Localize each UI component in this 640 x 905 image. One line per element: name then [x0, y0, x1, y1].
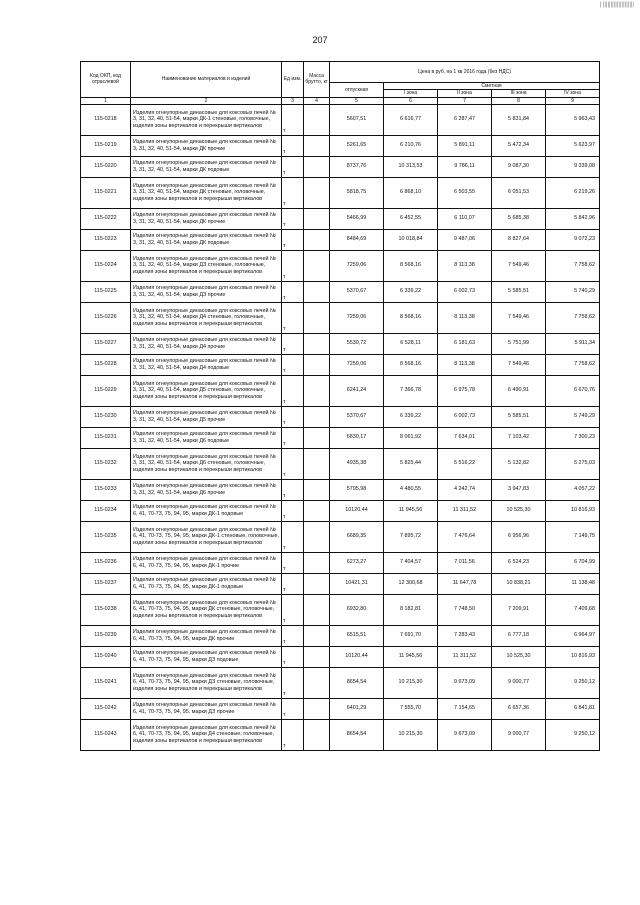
zone-4-price: 5 740,29: [546, 281, 600, 302]
gross-mass: [304, 354, 330, 375]
table-row: [81, 177, 600, 208]
release-price: 5370,67: [330, 406, 384, 427]
zone-1-price: 4 480,55: [384, 479, 438, 500]
zone-1-price: 6 616,77: [384, 104, 438, 135]
table-row: [81, 333, 600, 354]
zone-3-price: 5 831,84: [492, 104, 546, 135]
zone-1-price: 10 215,30: [384, 667, 438, 698]
zone-4-price: 7 409,68: [546, 594, 600, 625]
column-number: 6: [384, 97, 438, 104]
gross-mass: [304, 479, 330, 500]
zone-3-price: 9 087,30: [492, 156, 546, 177]
zone-3-price: 6 490,91: [492, 375, 546, 406]
product-code: 115-0229: [81, 375, 131, 406]
zone-3-price: 10 525,30: [492, 646, 546, 667]
product-name: Изделия огнеупорные динасовые для коксовых печей № 3, 31, 32, 40, 51-54, марки Д5 прочие: [131, 406, 282, 427]
gross-mass: [304, 573, 330, 594]
product-name: Изделия огнеупорные динасовые для коксовых печей № 3, 31, 32, 40, 51-54, марки ДК стеновые, головочные, изделия зоны вертикалов и перекрыши вертикалов: [131, 177, 282, 208]
release-price: 4935,38: [330, 448, 384, 479]
zone-2-price: 7 011,56: [438, 552, 492, 573]
product-code: 115-0240: [81, 646, 131, 667]
zone-3-price: 6 524,23: [492, 552, 546, 573]
gross-mass: [304, 427, 330, 448]
zone-3-price: 9 000,77: [492, 667, 546, 698]
product-code: 115-0238: [81, 594, 131, 625]
zone-4-price: 5 623,97: [546, 135, 600, 156]
release-price: 8484,69: [330, 229, 384, 250]
zone-3-price: 9 000,77: [492, 719, 546, 750]
gross-mass: [304, 177, 330, 208]
page-number: 207: [312, 35, 328, 45]
column-number: 3: [282, 97, 304, 104]
zone-4-price: 9 250,12: [546, 667, 600, 698]
unit-of-measure: т: [282, 104, 304, 135]
table-row: [81, 354, 600, 375]
product-code: 115-0219: [81, 135, 131, 156]
zone-4-price: 6 219,26: [546, 177, 600, 208]
column-number-row: [81, 97, 600, 104]
zone-2-price: 6 287,47: [438, 104, 492, 135]
gross-mass: [304, 594, 330, 625]
unit-of-measure: т: [282, 427, 304, 448]
zone-2-price: 9 487,06: [438, 229, 492, 250]
zone-2-price: 6 110,07: [438, 208, 492, 229]
release-price: 7259,06: [330, 302, 384, 333]
unit-of-measure: т: [282, 177, 304, 208]
zone-3-price: 5 585,51: [492, 281, 546, 302]
product-code: 115-0231: [81, 427, 131, 448]
product-code: 115-0236: [81, 552, 131, 573]
product-code: 115-0242: [81, 698, 131, 719]
zone-1-price: 8 182,81: [384, 594, 438, 625]
table-row: [81, 521, 600, 552]
unit-of-measure: т: [282, 406, 304, 427]
release-price: 5818,75: [330, 177, 384, 208]
zone-4-price: 5 275,03: [546, 448, 600, 479]
table-row: [81, 500, 600, 521]
zone-3-price: 6 956,96: [492, 521, 546, 552]
zone-3-price: 7 549,46: [492, 302, 546, 333]
release-price: 5261,65: [330, 135, 384, 156]
table-row: [81, 427, 600, 448]
zone-3-price: 5 685,38: [492, 208, 546, 229]
product-code: 115-0232: [81, 448, 131, 479]
zone-1-price: 10 215,30: [384, 719, 438, 750]
table-row: [81, 375, 600, 406]
release-price: 5607,51: [330, 104, 384, 135]
gross-mass: [304, 208, 330, 229]
zone-4-price: 5 749,29: [546, 406, 600, 427]
gross-mass: [304, 719, 330, 750]
zone-2-price: 7 634,01: [438, 427, 492, 448]
unit-of-measure: т: [282, 698, 304, 719]
zone-3-price: 3 947,83: [492, 479, 546, 500]
column-number: 9: [546, 97, 600, 104]
zone-3-price: 5 751,99: [492, 333, 546, 354]
product-name: Изделия огнеупорные динасовые для коксовых печей № 3, 31, 32, 40, 51-54, марки ДК прочие: [131, 135, 282, 156]
product-code: 115-0226: [81, 302, 131, 333]
gross-mass: [304, 156, 330, 177]
release-price: 6273,27: [330, 552, 384, 573]
column-number: 1: [81, 97, 131, 104]
product-code: 115-0230: [81, 406, 131, 427]
zone-1-price: 6 339,22: [384, 281, 438, 302]
gross-mass: [304, 646, 330, 667]
release-price: 5466,99: [330, 208, 384, 229]
table-row: [81, 573, 600, 594]
gross-mass: [304, 698, 330, 719]
product-name: Изделия огнеупорные динасовые для коксовых печей № 3, 31, 32, 40, 51-54, марки ДЗ стеновые, головочные, изделия зоны вертикалов и перекрыши вертикалов: [131, 250, 282, 281]
zone-2-price: 11 311,52: [438, 646, 492, 667]
unit-of-measure: т: [282, 250, 304, 281]
zone-4-price: 10 816,93: [546, 646, 600, 667]
column-number: 5: [330, 97, 384, 104]
unit-of-measure: т: [282, 479, 304, 500]
zone-1-price: 7 691,70: [384, 625, 438, 646]
release-price: 5795,98: [330, 479, 384, 500]
table-row: [81, 302, 600, 333]
product-name: Изделия огнеупорные динасовые для коксовых печей № 3, 31, 32, 40, 51-54, марки Д6 подовые: [131, 427, 282, 448]
zone-1-price: 6 452,55: [384, 208, 438, 229]
table-row: [81, 406, 600, 427]
zone-4-price: 6 670,76: [546, 375, 600, 406]
product-code: 115-0239: [81, 625, 131, 646]
zone-4-price: 7 758,62: [546, 302, 600, 333]
product-code: 115-0222: [81, 208, 131, 229]
header-zone-4: IV зона: [546, 90, 600, 97]
unit-of-measure: т: [282, 552, 304, 573]
product-name: Изделия огнеупорные динасовые для коксовых печей № 6, 41, 70-73, 75, 94, 95, марки ДК-1 подовые: [131, 573, 282, 594]
product-code: 115-0218: [81, 104, 131, 135]
product-name: Изделия огнеупорные динасовые для коксовых печей № 6, 41, 70-73, 75, 94, 95, марки ДК-1 стеновые, головочные, изделия зоны вертикалов и перекрыши вертикалов: [131, 521, 282, 552]
zone-3-price: 5 472,34: [492, 135, 546, 156]
product-code: 115-0224: [81, 250, 131, 281]
zone-2-price: 8 113,38: [438, 302, 492, 333]
table-row: [81, 156, 600, 177]
zone-2-price: 6 002,73: [438, 406, 492, 427]
zone-1-price: 10 313,53: [384, 156, 438, 177]
product-name: Изделия огнеупорные динасовые для коксовых печей № 3, 31, 32, 40, 51-54, марки ДК подовые: [131, 156, 282, 177]
zone-2-price: 9 673,09: [438, 667, 492, 698]
zone-3-price: 7 549,46: [492, 354, 546, 375]
gross-mass: [304, 625, 330, 646]
zone-2-price: 8 113,38: [438, 354, 492, 375]
zone-2-price: 11 311,52: [438, 500, 492, 521]
header-estimate: Сметная: [384, 83, 600, 90]
zone-4-price: 7 758,62: [546, 354, 600, 375]
table-row: [81, 250, 600, 281]
gross-mass: [304, 406, 330, 427]
product-code: 115-0235: [81, 521, 131, 552]
release-price: 8654,54: [330, 667, 384, 698]
product-name: Изделия огнеупорные динасовые для коксовых печей № 6, 41, 70-73, 75, 94, 95, марки ДК-1 прочие: [131, 552, 282, 573]
release-price: 6515,51: [330, 625, 384, 646]
product-name: Изделия огнеупорные динасовые для коксовых печей № 6, 41, 70-73, 75, 94, 95, марки ДЗ прочие: [131, 698, 282, 719]
product-code: 115-0227: [81, 333, 131, 354]
table-row: [81, 448, 600, 479]
product-name: Изделия огнеупорные динасовые для коксовых печей № 6, 41, 70-73, 75, 94, 95, марки ДЗ стеновые, головочные, изделия зоны вертикалов и перекрыши вертикалов: [131, 667, 282, 698]
zone-1-price: 7 555,70: [384, 698, 438, 719]
zone-4-price: 6 841,81: [546, 698, 600, 719]
zone-3-price: 5 585,51: [492, 406, 546, 427]
zone-1-price: 8 061,92: [384, 427, 438, 448]
product-name: Изделия огнеупорные динасовые для коксовых печей № 6, 41, 70-73, 75, 94, 95, марки ДК прочие: [131, 625, 282, 646]
product-code: 115-0234: [81, 500, 131, 521]
product-code: 115-0241: [81, 667, 131, 698]
table-row: [81, 646, 600, 667]
zone-2-price: 8 113,38: [438, 250, 492, 281]
product-name: Изделия огнеупорные динасовые для коксовых печей № 6, 41, 70-73, 75, 94, 95, марки ДК-1 подовые: [131, 500, 282, 521]
release-price: 10120,44: [330, 500, 384, 521]
release-price: 5530,72: [330, 333, 384, 354]
zone-3-price: 7 549,46: [492, 250, 546, 281]
barcode-mark: | ||||||||||||||||||||: [599, 2, 634, 8]
release-price: 7259,06: [330, 354, 384, 375]
table-row: [81, 229, 600, 250]
gross-mass: [304, 333, 330, 354]
release-price: 10421,31: [330, 573, 384, 594]
unit-of-measure: т: [282, 375, 304, 406]
zone-2-price: 5 516,22: [438, 448, 492, 479]
zone-1-price: 11 945,56: [384, 646, 438, 667]
zone-1-price: 6 210,76: [384, 135, 438, 156]
zone-1-price: 8 568,16: [384, 250, 438, 281]
product-name: Изделия огнеупорные динасовые для коксовых печей № 6, 41, 70-73, 75, 94, 95, марки ДК стеновые, головочные, изделия зоны вертикалов и перекрыши вертикалов: [131, 594, 282, 625]
zone-2-price: 11 647,78: [438, 573, 492, 594]
header-price-group: Цена в руб. на 1 кв 2016 года (без НДС): [330, 62, 600, 83]
gross-mass: [304, 552, 330, 573]
zone-4-price: 7 149,75: [546, 521, 600, 552]
unit-of-measure: т: [282, 333, 304, 354]
release-price: 7259,06: [330, 250, 384, 281]
gross-mass: [304, 302, 330, 333]
product-code: 115-0225: [81, 281, 131, 302]
zone-4-price: 10 816,93: [546, 500, 600, 521]
zone-1-price: 6 339,22: [384, 406, 438, 427]
zone-4-price: 7 758,62: [546, 250, 600, 281]
zone-1-price: 8 568,16: [384, 302, 438, 333]
table-row: [81, 667, 600, 698]
product-code: 115-0228: [81, 354, 131, 375]
release-price: 10120,44: [330, 646, 384, 667]
zone-1-price: 5 825,44: [384, 448, 438, 479]
table-row: [81, 719, 600, 750]
zone-4-price: 11 138,48: [546, 573, 600, 594]
header-release: отпускная: [330, 83, 384, 98]
table-row: [81, 698, 600, 719]
zone-1-price: 11 945,56: [384, 500, 438, 521]
zone-2-price: 7 748,50: [438, 594, 492, 625]
gross-mass: [304, 500, 330, 521]
zone-4-price: 5 842,96: [546, 208, 600, 229]
product-name: Изделия огнеупорные динасовые для коксовых печей № 6, 41, 70-73, 75, 94, 95, марки ДЗ подовые: [131, 646, 282, 667]
unit-of-measure: т: [282, 281, 304, 302]
zone-4-price: 9 072,23: [546, 229, 600, 250]
unit-of-measure: т: [282, 521, 304, 552]
table-row: [81, 281, 600, 302]
header-zone-3: III зона: [492, 90, 546, 97]
zone-4-price: 6 704,99: [546, 552, 600, 573]
product-code: 115-0243: [81, 719, 131, 750]
unit-of-measure: т: [282, 354, 304, 375]
unit-of-measure: т: [282, 208, 304, 229]
unit-of-measure: т: [282, 667, 304, 698]
zone-3-price: 8 827,64: [492, 229, 546, 250]
product-name: Изделия огнеупорные динасовые для коксовых печей № 3, 31, 32, 40, 51-54, марки Д6 прочие: [131, 479, 282, 500]
product-name: Изделия огнеупорные динасовые для коксовых печей № 3, 31, 32, 40, 51-54, марки Д4 подовые: [131, 354, 282, 375]
zone-2-price: 9 673,09: [438, 719, 492, 750]
table-row: [81, 625, 600, 646]
header-zone-2: II зона: [438, 90, 492, 97]
zone-2-price: 6 503,55: [438, 177, 492, 208]
zone-1-price: 7 404,57: [384, 552, 438, 573]
zone-1-price: 7 366,78: [384, 375, 438, 406]
release-price: 5370,67: [330, 281, 384, 302]
header-mass: Масса брутто, кг: [304, 62, 330, 98]
unit-of-measure: т: [282, 625, 304, 646]
gross-mass: [304, 448, 330, 479]
release-price: 6830,17: [330, 427, 384, 448]
zone-1-price: 7 895,72: [384, 521, 438, 552]
gross-mass: [304, 667, 330, 698]
header-name: Наименование материалов и изделий: [131, 62, 282, 98]
product-code: 115-0221: [81, 177, 131, 208]
zone-3-price: 6 777,18: [492, 625, 546, 646]
gross-mass: [304, 281, 330, 302]
product-name: Изделия огнеупорные динасовые для коксовых печей № 3, 31, 32, 40, 51-54, марки Д4 прочие: [131, 333, 282, 354]
zone-2-price: 7 476,64: [438, 521, 492, 552]
zone-3-price: 7 103,42: [492, 427, 546, 448]
release-price: 6689,35: [330, 521, 384, 552]
table-row: [81, 479, 600, 500]
column-number: 4: [304, 97, 330, 104]
price-table-body: [81, 104, 600, 750]
zone-4-price: 9 339,08: [546, 156, 600, 177]
unit-of-measure: т: [282, 156, 304, 177]
release-price: 6401,29: [330, 698, 384, 719]
unit-of-measure: т: [282, 646, 304, 667]
price-table: [80, 61, 600, 751]
header-unit: Ед изм.: [282, 62, 304, 98]
gross-mass: [304, 104, 330, 135]
product-code: 115-0220: [81, 156, 131, 177]
release-price: 8737,76: [330, 156, 384, 177]
zone-4-price: 9 250,12: [546, 719, 600, 750]
zone-3-price: 6 051,53: [492, 177, 546, 208]
zone-4-price: 5 963,43: [546, 104, 600, 135]
table-row: [81, 594, 600, 625]
unit-of-measure: т: [282, 302, 304, 333]
zone-1-price: 10 018,84: [384, 229, 438, 250]
zone-2-price: 6 002,73: [438, 281, 492, 302]
product-name: Изделия огнеупорные динасовые для коксовых печей № 3, 31, 32, 40, 51-54, марки Д5 стеновые, головочные, изделия зоны вертикалов и перекрыши вертикалов: [131, 375, 282, 406]
zone-3-price: 6 657,36: [492, 698, 546, 719]
zone-4-price: 4 057,22: [546, 479, 600, 500]
zone-2-price: 7 154,65: [438, 698, 492, 719]
header-code: Код ОКП, код отраслевой: [81, 62, 131, 98]
gross-mass: [304, 229, 330, 250]
header-zone-1: I зона: [384, 90, 438, 97]
unit-of-measure: т: [282, 719, 304, 750]
zone-3-price: 7 209,91: [492, 594, 546, 625]
zone-3-price: 10 525,30: [492, 500, 546, 521]
zone-4-price: 6 964,97: [546, 625, 600, 646]
unit-of-measure: т: [282, 448, 304, 479]
zone-2-price: 9 786,11: [438, 156, 492, 177]
product-name: Изделия огнеупорные динасовые для коксовых печей № 3, 31, 32, 40, 51-54, марки Д4 стеновые, головочные, изделия зоны вертикалов и перекрыши вертикалов: [131, 302, 282, 333]
unit-of-measure: т: [282, 500, 304, 521]
zone-2-price: 7 283,43: [438, 625, 492, 646]
zone-1-price: 6 528,11: [384, 333, 438, 354]
product-code: 115-0233: [81, 479, 131, 500]
zone-3-price: 5 132,82: [492, 448, 546, 479]
zone-1-price: 12 300,68: [384, 573, 438, 594]
product-code: 115-0237: [81, 573, 131, 594]
product-name: Изделия огнеупорные динасовые для коксовых печей № 3, 31, 32, 40, 51-54, марки ДЗ прочие: [131, 281, 282, 302]
release-price: 6241,24: [330, 375, 384, 406]
zone-2-price: 6 181,63: [438, 333, 492, 354]
zone-4-price: 7 300,23: [546, 427, 600, 448]
column-number: 8: [492, 97, 546, 104]
product-name: Изделия огнеупорные динасовые для коксовых печей № 6, 41, 70-73, 75, 94, 95, марки Д4 стеновые, головочные, изделия зоны вертикалов и перекрыши вертикалов: [131, 719, 282, 750]
unit-of-measure: т: [282, 594, 304, 625]
zone-2-price: 5 891,11: [438, 135, 492, 156]
zone-1-price: 6 868,10: [384, 177, 438, 208]
zone-4-price: 5 911,34: [546, 333, 600, 354]
zone-2-price: 6 975,78: [438, 375, 492, 406]
table-row: [81, 135, 600, 156]
zone-1-price: 8 568,16: [384, 354, 438, 375]
product-name: Изделия огнеупорные динасовые для коксовых печей № 3, 31, 32, 40, 51-54, марки ДК прочие: [131, 208, 282, 229]
product-name: Изделия огнеупорные динасовые для коксовых печей № 3, 31, 32, 40, 51-54, марки Д6 стеновые, головочные, изделия зоны вертикалов и перекрыши вертикалов: [131, 448, 282, 479]
gross-mass: [304, 250, 330, 281]
release-price: 8654,54: [330, 719, 384, 750]
table-row: [81, 208, 600, 229]
zone-2-price: 4 242,74: [438, 479, 492, 500]
product-code: 115-0223: [81, 229, 131, 250]
gross-mass: [304, 135, 330, 156]
column-number: 7: [438, 97, 492, 104]
table-row: [81, 552, 600, 573]
product-name: Изделия огнеупорные динасовые для коксовых печей № 3, 31, 32, 40, 51-54, марки ДК-1 стеновые, головочные, изделия зоны вертикалов и перекрыши вертикалов: [131, 104, 282, 135]
product-name: Изделия огнеупорные динасовые для коксовых печей № 3, 31, 32, 40, 51-54, марки ДК подовые: [131, 229, 282, 250]
zone-3-price: 10 838,21: [492, 573, 546, 594]
column-number: 2: [131, 97, 282, 104]
unit-of-measure: т: [282, 229, 304, 250]
gross-mass: [304, 521, 330, 552]
unit-of-measure: т: [282, 135, 304, 156]
gross-mass: [304, 375, 330, 406]
table-row: [81, 104, 600, 135]
unit-of-measure: т: [282, 573, 304, 594]
release-price: 6932,80: [330, 594, 384, 625]
